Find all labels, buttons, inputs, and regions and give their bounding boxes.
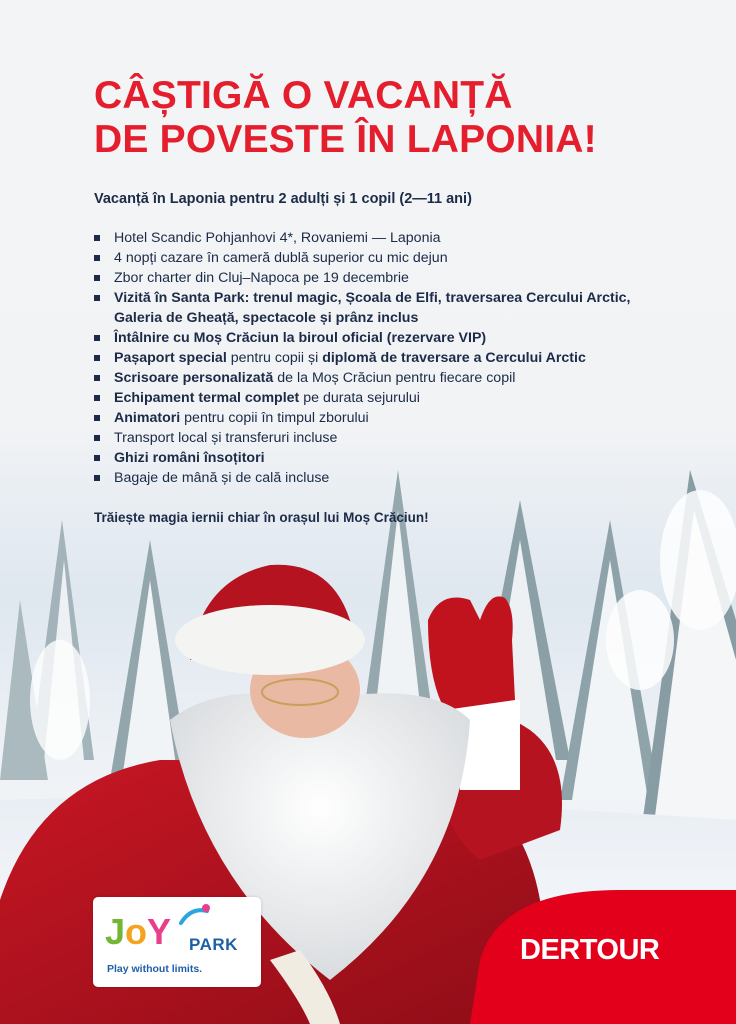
dertour-logo: DERTOUR [520,934,660,966]
page-title [94,74,597,162]
list-item: Echipament termal complet pe durata sejurului [94,388,654,408]
joy-wordmark: JoY [105,911,172,952]
santa-figure [0,565,562,1024]
list-item: Scrisoare personalizată de la Moș Crăciun pentru fiecare copil [94,368,654,388]
joy-park-logo [93,897,261,987]
subtitle: Vacanță în Laponia pentru 2 adulți și 1 copil (2—11 ani) [94,191,472,207]
joy-park-word: PARK [189,935,238,954]
list-item: Transport local și transferuri incluse [94,428,654,448]
title-line-2: DE POVESTE ÎN LAPONIA! [94,118,597,161]
feature-list [94,228,654,488]
tagline: Trăiește magia iernii chiar în orașul lui Moș Crăciun! [94,510,429,525]
list-item: Zbor charter din Cluj–Napoca pe 19 decembrie [94,268,654,288]
list-item: Hotel Scandic Pohjanhovi 4*, Rovaniemi — Laponia [94,228,654,248]
joy-swirl-icon [179,903,213,929]
list-item: Pașaport special pentru copii și diplomă de traversare a Cercului Arctic [94,348,654,368]
title-line-1: CÂȘTIGĂ O VACANȚĂ [94,74,513,117]
list-item: Bagaje de mână și de cală incluse [94,468,654,488]
list-item: Animatori pentru copii în timpul zborului [94,408,654,428]
list-item: Întâlnire cu Moș Crăciun la biroul oficial (rezervare VIP) [94,328,654,348]
list-item: Vizită în Santa Park: trenul magic, Școala de Elfi, traversarea Cercului Arctic, Galeria de Gheață, spectacole și prânz inclus [94,288,654,328]
joy-tagline: Play without limits. [107,963,203,975]
list-item: Ghizi români însoțitori [94,448,654,468]
list-item: 4 nopți cazare în cameră dublă superior cu mic dejun [94,248,654,268]
